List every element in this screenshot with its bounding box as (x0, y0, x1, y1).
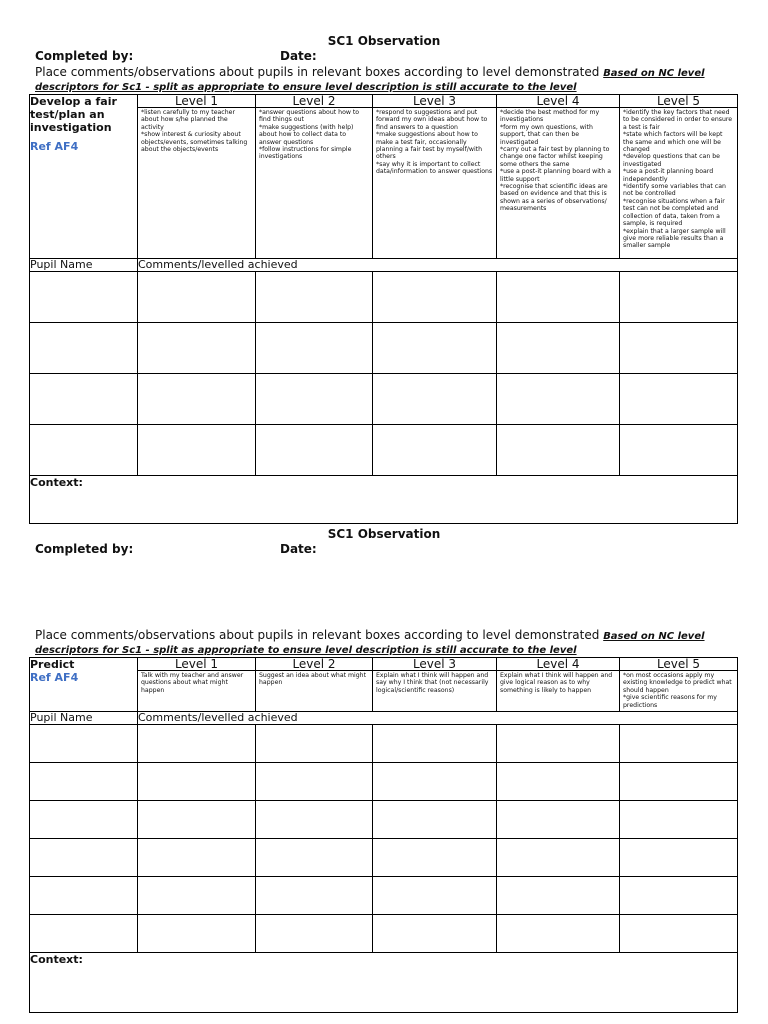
form1-comment-cell[interactable] (620, 272, 738, 323)
form1-level-4-header: Level 4 (497, 95, 620, 108)
form1-comment-cell[interactable] (497, 272, 620, 323)
form2-title: SC1 Observation (327, 527, 441, 541)
form1-comment-cell[interactable] (373, 323, 497, 374)
form1-comment-cell[interactable] (138, 374, 256, 425)
form1-comment-cell[interactable] (497, 425, 620, 476)
form2-context-box[interactable] (30, 953, 738, 1013)
form2-comment-cell[interactable] (620, 801, 738, 839)
form2-comment-cell[interactable] (138, 763, 256, 801)
form2-pupil-row-2 (30, 763, 738, 801)
form2-level-2-header: Level 2 (256, 658, 373, 671)
form2-comment-cell[interactable] (256, 763, 373, 801)
form2-pupil-row-1 (30, 725, 738, 763)
form2-context-label: Context: (30, 953, 83, 966)
form2-instruction-text: Place comments/observations about pupils in relevant boxes according to level demonstrated (35, 628, 600, 642)
form2-pupil-name-cell[interactable] (30, 839, 138, 877)
form2-comment-cell[interactable] (256, 725, 373, 763)
form2-pupil-name-cell[interactable] (30, 877, 138, 915)
form2-level-5-descriptor: *on most occasions apply my existing knowledge to predict what should happen *give scientific reasons for my predictions (623, 672, 732, 709)
form1-comment-cell[interactable] (138, 323, 256, 374)
form2-comment-cell[interactable] (620, 725, 738, 763)
form2-pupil-row-3 (30, 801, 738, 839)
form2-instruction-note: Based on NC level descriptors for Sc1 - split as appropriate to ensure level description is still accurate to the level (35, 631, 705, 656)
form2-instructions (35, 629, 745, 657)
form2-comment-cell[interactable] (373, 839, 497, 877)
form1-comment-cell[interactable] (620, 323, 738, 374)
form2-comment-cell[interactable] (138, 877, 256, 915)
form1-comment-cell[interactable] (497, 374, 620, 425)
form1-comment-cell[interactable] (620, 374, 738, 425)
form2-comment-cell[interactable] (497, 839, 620, 877)
form2-pupil-row-6 (30, 915, 738, 953)
form2-comments-header: Comments/levelled achieved (138, 712, 738, 725)
form1-pupil-name-header: Pupil Name (30, 259, 138, 272)
form1-instruction-note: Based on NC level descriptors for Sc1 - split as appropriate to ensure level description is still accurate to the level (35, 68, 705, 93)
form1-ref-label: Ref AF4 (30, 140, 79, 153)
form1-level-3-header: Level 3 (373, 95, 497, 108)
form1-completed-by-label: Completed by: (35, 49, 134, 63)
form1-comments-header: Comments/levelled achieved (138, 259, 738, 272)
form2-level-2-descriptor: Suggest an idea about what might happen (259, 672, 367, 687)
form2-comment-cell[interactable] (256, 877, 373, 915)
form1-level-5-descriptor: *identify the key factors that need to be considered in order to ensure a test is fair *state which factors will be kept the same and which one will be changed *develop questions that can be investigated *use a post-it planning board independently *identify some variables that can not be controlled *recognise situations when a fair test can not be completed and collection of data, taken from a sample, is required *explain that a larger sample will give more reliable results than a smaller sample (623, 109, 733, 250)
form1-level-5-header: Level 5 (620, 95, 738, 108)
form2-comment-cell[interactable] (497, 801, 620, 839)
form1-pupil-row-1 (30, 272, 738, 323)
form2-level-1-header: Level 1 (138, 658, 256, 671)
form2-observation-table (29, 657, 738, 1013)
form1-level-2-descriptor: *answer questions about how to find things out *make suggestions (with help) about how to collect data to answer questions *follow instructions for simple investigations (259, 109, 360, 161)
form2-comment-cell[interactable] (497, 915, 620, 953)
form1-pupil-name-cell[interactable] (30, 374, 138, 425)
form1-context-label: Context: (30, 476, 83, 489)
form2-pupil-name-cell[interactable] (30, 915, 138, 953)
form1-level-1-header: Level 1 (138, 95, 256, 108)
form1-instruction-text: Place comments/observations about pupils in relevant boxes according to level demonstrated (35, 65, 600, 79)
form1-pupil-row-2 (30, 323, 738, 374)
form1-pupil-name-cell[interactable] (30, 425, 138, 476)
form1-comment-cell[interactable] (497, 323, 620, 374)
form1-comment-cell[interactable] (620, 425, 738, 476)
form1-pupil-row-4 (30, 425, 738, 476)
form2-comment-cell[interactable] (620, 763, 738, 801)
form2-pupil-row-5 (30, 877, 738, 915)
form2-comment-cell[interactable] (620, 877, 738, 915)
form1-comment-cell[interactable] (256, 374, 373, 425)
form2-comment-cell[interactable] (620, 839, 738, 877)
form2-level-5-header: Level 5 (620, 658, 738, 671)
form2-level-4-descriptor: Explain what I think will happen and give logical reason as to why something is likely to happen (500, 672, 613, 694)
form1-level-2-header: Level 2 (256, 95, 373, 108)
form2-comment-cell[interactable] (620, 915, 738, 953)
form2-comment-cell[interactable] (138, 801, 256, 839)
form2-skill-label: Predict (30, 658, 75, 671)
form2-comment-cell[interactable] (373, 801, 497, 839)
form2-level-4-header: Level 4 (497, 658, 620, 671)
form1-skill-cell (30, 95, 138, 259)
form2-ref-label: Ref AF4 (30, 671, 79, 684)
form2-date-label: Date: (280, 542, 317, 556)
form1-level-4-descriptor: *decide the best method for my investigations *form my own questions, with support, that can then be investigated *carry out a fair test by planning to change one factor whilst keeping some others the same *use a post-it planning board with a little support *recognise that scientific ideas are based on evidence and that this is shown as a series of observations/ measurements (500, 109, 612, 213)
form2-skill-cell (30, 658, 138, 712)
form1-pupil-row-3 (30, 374, 738, 425)
form2-comment-cell[interactable] (138, 725, 256, 763)
form1-level-3-descriptor: *respond to suggestions and put forward my own ideas about how to find answers to a question *make suggestions about how to make a test fair, occasionally planning a fair test by myself/with others *say why it is important to collect data/information to answer questions (376, 109, 493, 176)
form1-comment-cell[interactable] (373, 272, 497, 323)
form2-pupil-row-4 (30, 839, 738, 877)
form1-comment-cell[interactable] (256, 272, 373, 323)
form1-observation-table (29, 94, 738, 524)
form2-comment-cell[interactable] (138, 839, 256, 877)
form1-level-1-descriptor: *listen carefully to my teacher about how s/he planned the activity *show interest & curiosity about objects/events, sometimes talking about the objects/events (141, 109, 248, 154)
form1-comment-cell[interactable] (373, 374, 497, 425)
form2-comment-cell[interactable] (373, 725, 497, 763)
form2-pupil-name-cell[interactable] (30, 763, 138, 801)
form2-level-1-descriptor: Talk with my teacher and answer questions about what might happen (141, 672, 244, 694)
form1-comment-cell[interactable] (373, 425, 497, 476)
form2-comment-cell[interactable] (256, 915, 373, 953)
form2-pupil-name-cell[interactable] (30, 801, 138, 839)
form2-comment-cell[interactable] (373, 915, 497, 953)
form2-comment-cell[interactable] (256, 839, 373, 877)
form1-comment-cell[interactable] (256, 425, 373, 476)
form1-comment-cell[interactable] (138, 272, 256, 323)
form1-title: SC1 Observation (327, 34, 441, 48)
form1-context-box[interactable] (30, 476, 738, 524)
form2-completed-by-label: Completed by: (35, 542, 134, 556)
form2-level-3-header: Level 3 (373, 658, 497, 671)
form1-pupil-name-cell[interactable] (30, 323, 138, 374)
form1-instructions (35, 66, 745, 94)
form1-date-label: Date: (280, 49, 317, 63)
form1-skill-label: Develop a fair test/plan an investigation (30, 95, 117, 134)
form1-comment-cell[interactable] (256, 323, 373, 374)
form1-pupil-name-cell[interactable] (30, 272, 138, 323)
form2-comment-cell[interactable] (497, 763, 620, 801)
form2-comment-cell[interactable] (138, 915, 256, 953)
form2-comment-cell[interactable] (497, 877, 620, 915)
form2-level-3-descriptor: Explain what I think will happen and say why I think that (not necessarily logical/scientific reasons) (376, 672, 489, 694)
form2-pupil-name-header: Pupil Name (30, 712, 138, 725)
form2-pupil-name-cell[interactable] (30, 725, 138, 763)
form2-comment-cell[interactable] (373, 763, 497, 801)
form2-comment-cell[interactable] (373, 877, 497, 915)
form2-comment-cell[interactable] (256, 801, 373, 839)
form1-comment-cell[interactable] (138, 425, 256, 476)
form2-comment-cell[interactable] (497, 725, 620, 763)
